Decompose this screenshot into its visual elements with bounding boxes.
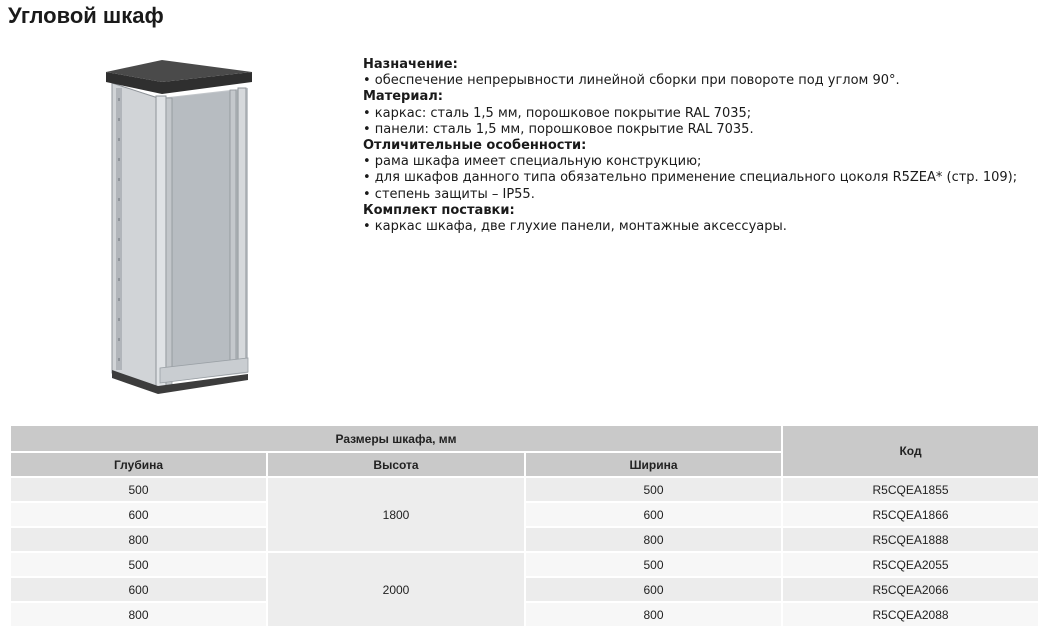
depth-cell: 800 (10, 602, 267, 627)
code-cell: R5CQEA2055 (782, 552, 1039, 577)
depth-cell: 600 (10, 577, 267, 602)
dimensions-group-header: Размеры шкафа, мм (10, 425, 782, 452)
code-cell: R5CQEA2088 (782, 602, 1039, 627)
depth-cell: 800 (10, 527, 267, 552)
table-row (10, 527, 1039, 552)
height-cell: 1800 (267, 477, 525, 552)
code-cell: R5CQEA1866 (782, 502, 1039, 527)
height-cell: 2000 (267, 552, 525, 627)
table-row (10, 552, 1039, 577)
section-heading-material: Материал: (363, 89, 443, 105)
feature-item-frame: • рама шкафа имеет специальную конструкцию; (363, 154, 702, 170)
width-cell: 500 (525, 552, 782, 577)
code-cell: R5CQEA1855 (782, 477, 1039, 502)
feature-item-protection: • степень защиты – IP55. (363, 186, 535, 202)
material-item-panels: • панели: сталь 1,5 мм, порошковое покрытие RAL 7035. (363, 121, 754, 137)
width-header: Ширина (525, 452, 782, 477)
delivery-item: • каркас шкафа, две глухие панели, монтажные аксессуары. (363, 219, 787, 235)
width-cell: 600 (525, 577, 782, 602)
depth-cell: 500 (10, 552, 267, 577)
purpose-item: • обеспечение непрерывности линейной сборки при повороте под углом 90°. (363, 73, 900, 89)
corner-cabinet-image (100, 58, 260, 398)
section-heading-features: Отличительные особенности: (363, 138, 587, 154)
page-title: Угловой шкаф (8, 3, 164, 28)
code-cell: R5CQEA1888 (782, 527, 1039, 552)
width-cell: 800 (525, 602, 782, 627)
depth-header: Глубина (10, 452, 267, 477)
depth-cell: 600 (10, 502, 267, 527)
section-heading-delivery: Комплект поставки: (363, 202, 515, 218)
code-header: Код (782, 425, 1039, 477)
width-cell: 500 (525, 477, 782, 502)
height-header: Высота (267, 452, 525, 477)
product-description (363, 57, 1033, 235)
code-cell: R5CQEA2066 (782, 577, 1039, 602)
table-row (10, 577, 1039, 602)
dimensions-table (9, 424, 1040, 628)
depth-cell: 500 (10, 477, 267, 502)
table-row (10, 502, 1039, 527)
material-item-frame: • каркас: сталь 1,5 мм, порошковое покрытие RAL 7035; (363, 105, 752, 121)
width-cell: 800 (525, 527, 782, 552)
table-row (10, 602, 1039, 627)
feature-item-plinth: • для шкафов данного типа обязательно применение специального цоколя R5ZEA* (стр. 109); (363, 170, 1018, 186)
width-cell: 600 (525, 502, 782, 527)
table-row (10, 477, 1039, 502)
section-heading-purpose: Назначение: (363, 57, 458, 72)
